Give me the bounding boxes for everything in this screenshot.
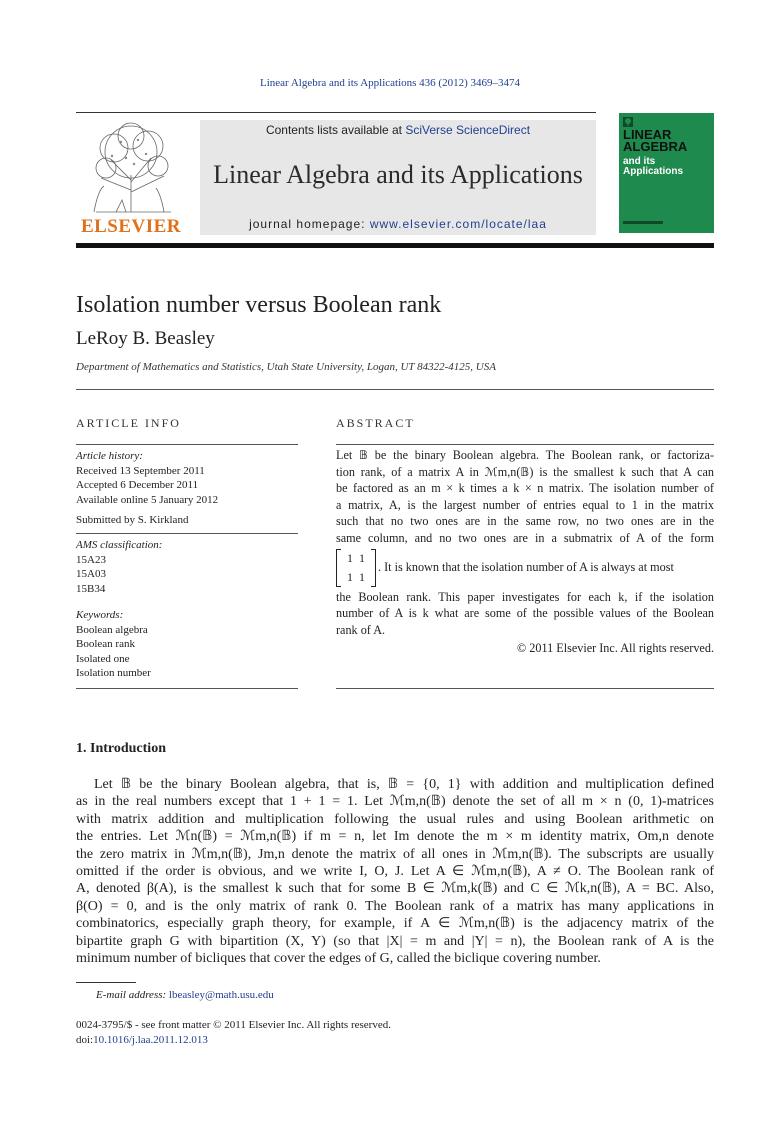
sciencedirect-link[interactable]: SciVerse ScienceDirect xyxy=(405,123,531,137)
article-info-heading: ARTICLE INFO xyxy=(76,416,181,430)
abstract-heading: ABSTRACT xyxy=(336,416,415,430)
doi-label: doi: xyxy=(76,1034,94,1046)
cover-subtitle-line: and its xyxy=(623,156,656,167)
abstract-line: number of A is k what are some of the possible values of the Boolean xyxy=(336,606,714,621)
matrix-entry: 1 xyxy=(347,550,353,565)
intro-line: Let 𝔹 be the binary Boolean algebra, that is, 𝔹 = {0, 1} with addition and multiplication defined xyxy=(94,777,714,792)
header-divider xyxy=(76,389,714,390)
cover-title-line: ALGEBRA xyxy=(623,139,688,154)
masthead-top-rule xyxy=(76,112,596,113)
info-bottom-rule xyxy=(76,688,298,689)
matrix-cells xyxy=(341,549,371,587)
keyword: Isolation number xyxy=(76,667,151,679)
doi-link[interactable]: 10.1016/j.laa.2011.12.013 xyxy=(93,1034,208,1046)
matrix-entry: 1 xyxy=(359,550,365,565)
ams-code: 15B34 xyxy=(76,582,106,595)
abstract-line: be factored as an m × k times a k × n matrix. The isolation number of xyxy=(336,481,714,496)
homepage-link[interactable]: www.elsevier.com/locate/laa xyxy=(369,217,547,231)
matrix-entry: 1 xyxy=(359,569,365,584)
masthead-bottom-rule xyxy=(76,243,714,248)
intro-line: with matrix addition and multiplication following the usual rules and using Boolean arithmetic on xyxy=(76,811,714,827)
intro-line: A, denoted β(A), is the smallest k such that for some B ∈ ℳm,k(𝔹) and C ∈ ℳk,n(𝔹), A = BC. Also, xyxy=(76,881,714,897)
elsevier-mini-tree-icon xyxy=(623,117,633,127)
doi-line xyxy=(76,1033,391,1048)
ams-code: 15A23 xyxy=(76,553,106,566)
abstract-body xyxy=(336,447,714,657)
article-history xyxy=(76,449,218,507)
journal-masthead xyxy=(200,120,596,235)
introduction-body xyxy=(76,776,714,967)
ams-code: 15A03 xyxy=(76,568,106,580)
abstract-top-rule xyxy=(336,444,714,445)
cover-subtitle-line: Applications xyxy=(623,166,684,177)
abstract-line: Let 𝔹 be the binary Boolean algebra. The Boolean rank, or factoriza- xyxy=(336,448,714,462)
info-top-rule xyxy=(76,444,298,445)
issn-line: 0024-3795/$ - see front matter © 2011 Elsevier Inc. All rights reserved. xyxy=(76,1019,391,1031)
homepage-line xyxy=(200,217,596,231)
cover-title xyxy=(623,129,687,153)
info-divider xyxy=(76,533,298,534)
keyword: Boolean rank xyxy=(76,638,135,650)
article-author[interactable]: LeRoy B. Beasley xyxy=(76,328,215,349)
abstract-line: rank of A. xyxy=(336,622,386,637)
history-item: Accepted 6 December 2011 xyxy=(76,479,199,491)
email-footnote xyxy=(96,989,274,1001)
journal-cover[interactable] xyxy=(619,113,714,233)
history-label: Article history: xyxy=(76,450,143,462)
footnote-rule xyxy=(76,982,136,983)
matrix-tail: . It is known that the isolation number of A is always at most xyxy=(378,560,674,575)
cover-strip xyxy=(623,221,663,224)
elsevier-tree-icon xyxy=(76,120,186,216)
ones-matrix xyxy=(336,549,376,587)
matrix-entry: 1 xyxy=(347,569,353,584)
journal-citation[interactable]: Linear Algebra and its Applications 436 (2012) 3469–3474 xyxy=(260,77,520,89)
abstract-line: such that no two ones are in the same row, no two ones are in the xyxy=(336,514,714,529)
history-item: Received 13 September 2011 xyxy=(76,464,205,477)
abstract-line: tion rank, of a matrix A in ℳm,n(𝔹) is the smallest k such that A can xyxy=(336,464,714,479)
keywords xyxy=(76,608,151,681)
intro-line: combinatorics, especially graph theory, for example, if A ∈ ℳm,n(𝔹) is the adjacency matrix of the xyxy=(76,916,714,932)
ams-label: AMS classification: xyxy=(76,539,163,551)
submitted-by: Submitted by S. Kirkland xyxy=(76,514,189,526)
cover-subtitle xyxy=(623,157,683,177)
keywords-label: Keywords: xyxy=(76,609,124,621)
abstract-line: a matrix, A, is the largest number of entries equal to 1 in the matrix xyxy=(336,497,714,512)
intro-line: β(O) = 0, and is the only matrix of rank 0. The Boolean rank of a matrix has many applications in xyxy=(76,898,714,914)
intro-line: omitted if the order is obvious, and we write I, O, J. Let A ∈ ℳm,n(𝔹), A ≠ O. The Boolean rank of xyxy=(76,863,714,879)
cover-title-line: LINEAR xyxy=(623,127,672,142)
history-item: Available online 5 January 2012 xyxy=(76,493,219,506)
author-email-link[interactable]: lbeasley@math.usu.edu xyxy=(168,989,274,1001)
publisher-name: ELSEVIER xyxy=(80,216,182,237)
matrix-right-bracket xyxy=(371,549,376,587)
section-heading-introduction: 1. Introduction xyxy=(76,741,166,756)
matrix-line xyxy=(336,547,714,589)
keyword: Isolated one xyxy=(76,652,130,665)
abstract-line: the Boolean rank. This paper investigates for each k, if the isolation xyxy=(336,589,714,604)
ams-classification xyxy=(76,538,162,596)
homepage-prefix: journal homepage: xyxy=(249,217,370,231)
abstract-copyright: © 2011 Elsevier Inc. All rights reserved. xyxy=(517,641,714,656)
contents-prefix: Contents lists available at xyxy=(265,123,406,137)
abstract-line: same column, and no two ones are in a submatrix of A of the form xyxy=(336,530,714,545)
contents-line xyxy=(200,123,596,137)
intro-line: as in the real numbers except that 1 + 1 = 1. Let ℳm,n(𝔹) denote the set of all m × n (0, 1)-matrices xyxy=(76,794,714,810)
intro-line: the zero matrix in ℳm,n(𝔹), Jm,n denote the matrix of all ones in ℳm,n(𝔹). The subscripts are usually xyxy=(76,846,714,862)
journal-name: Linear Algebra and its Applications xyxy=(213,160,583,189)
email-label: E-mail address: xyxy=(96,989,169,1001)
intro-line: the entries. Let ℳn(𝔹) = ℳm,n(𝔹) if m = n, let Im denote the m × m identity matrix, Om,n denote xyxy=(76,829,714,845)
intro-line: bipartite graph G with bipartition (X, Y) (so that |X| = m and |Y| = n), the Boolean rank of A is the xyxy=(76,933,714,949)
abstract-bottom-rule xyxy=(336,688,714,689)
intro-line: minimum number of bicliques that cover the edges of G, called the biclique covering number. xyxy=(76,950,601,966)
front-matter-info xyxy=(76,1018,391,1048)
keyword: Boolean algebra xyxy=(76,623,148,636)
article-title: Isolation number versus Boolean rank xyxy=(76,292,442,318)
elsevier-logo[interactable] xyxy=(76,120,186,240)
author-affiliation: Department of Mathematics and Statistics, Utah State University, Logan, UT 84322-4125, USA xyxy=(76,361,496,373)
